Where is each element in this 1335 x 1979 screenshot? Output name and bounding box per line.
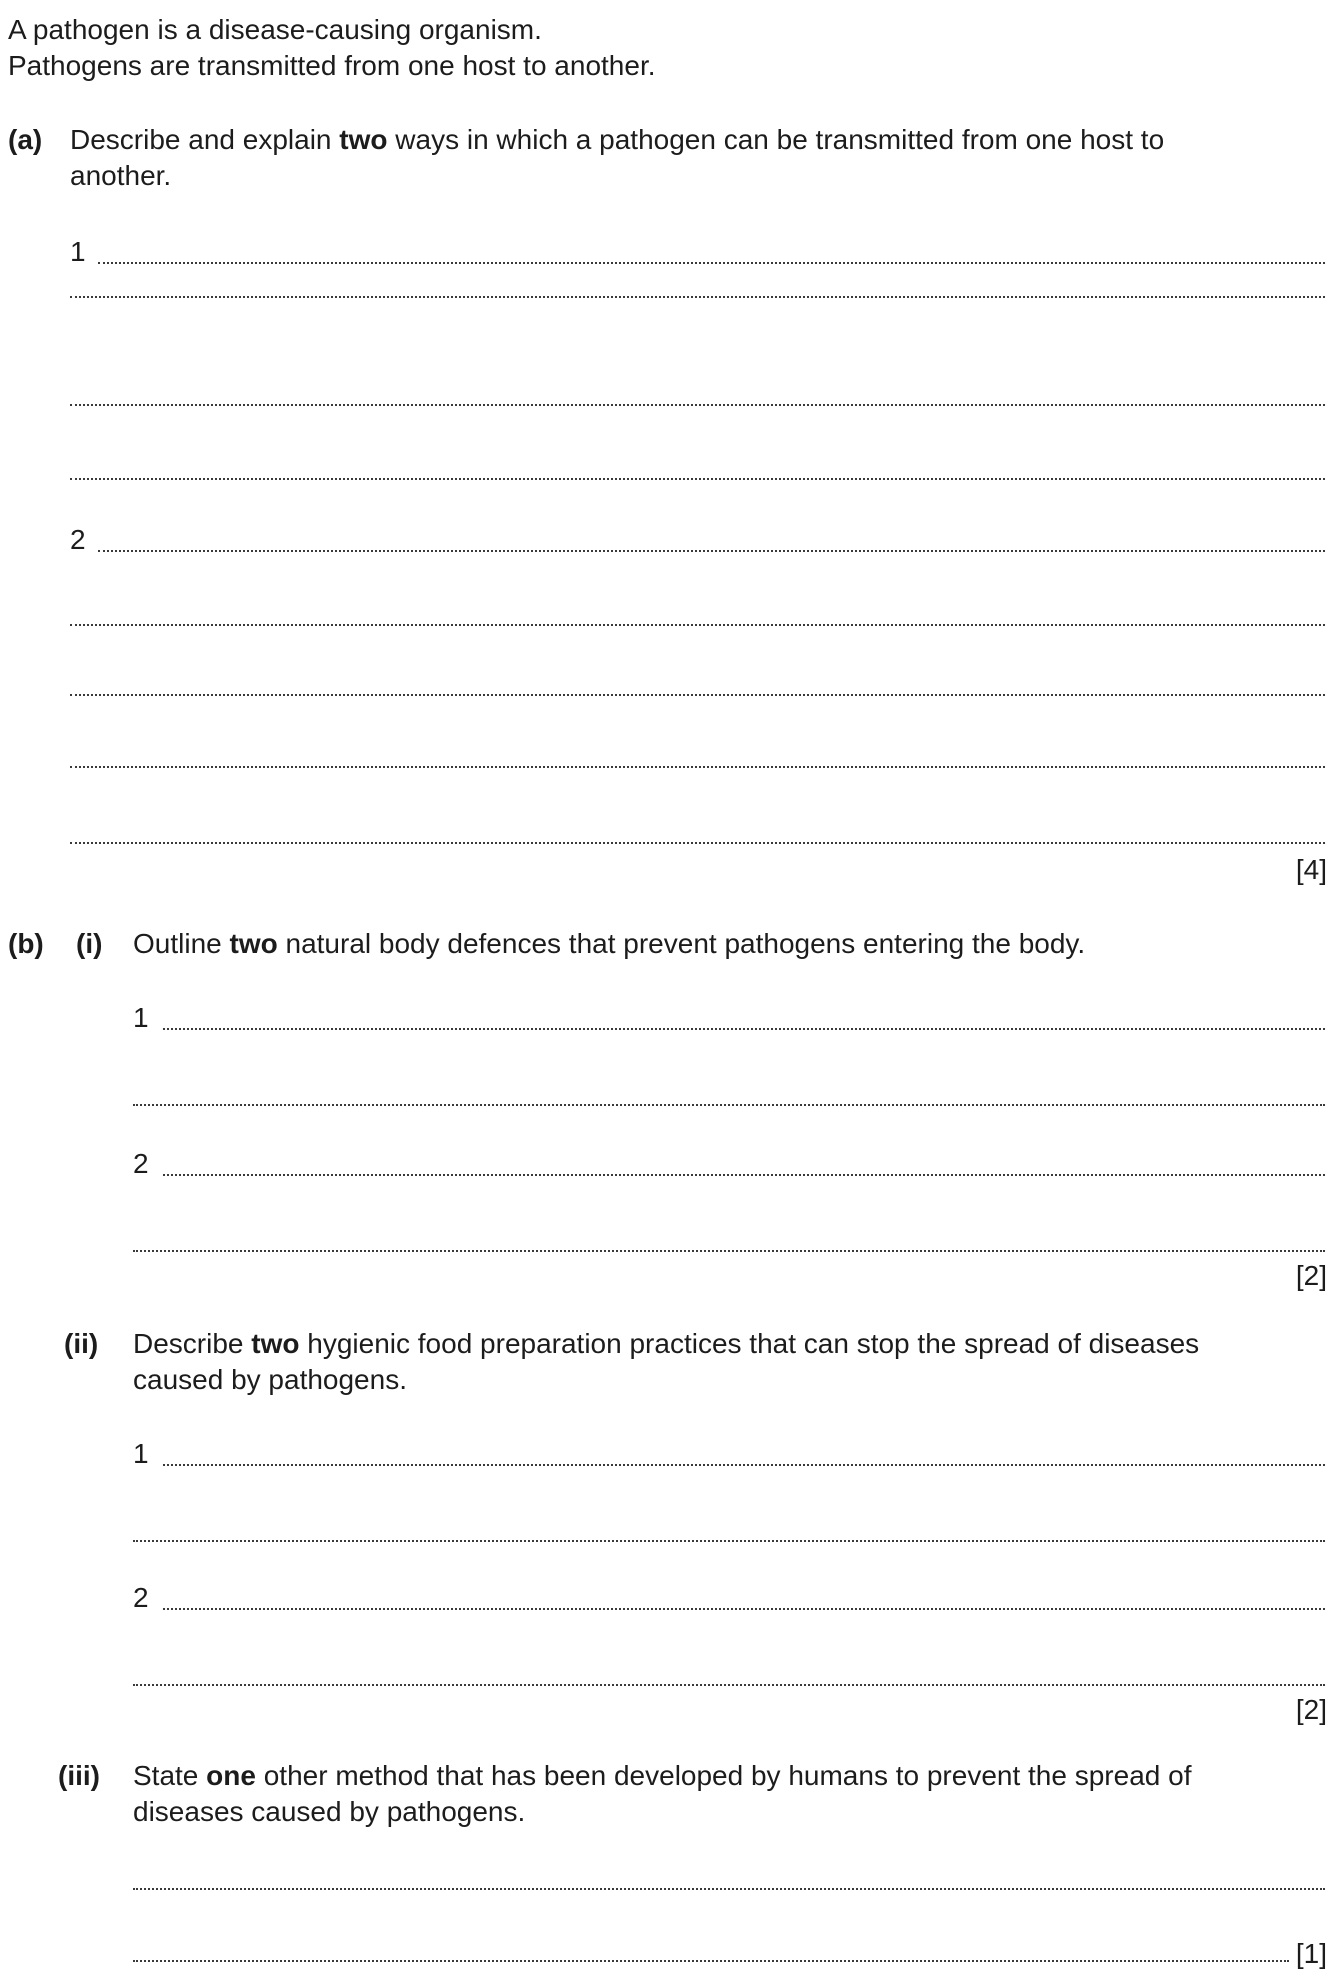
part-a-answer-line[interactable]: [70, 766, 1325, 768]
part-b-i-answer-line[interactable]: [133, 1104, 1325, 1106]
part-a-answer-line[interactable]: [70, 296, 1325, 298]
part-a-answer-line[interactable]: [98, 550, 1325, 552]
part-b-iii-question: State one other method that has been developed by humans to prevent the spread of: [133, 1760, 1192, 1791]
part-b-iii-label: (iii): [58, 1760, 100, 1791]
part-b-ii-answer-line[interactable]: [133, 1684, 1325, 1686]
part-b-ii-answer-line[interactable]: [163, 1608, 1325, 1610]
part-b-i-answer-line[interactable]: [163, 1174, 1325, 1176]
part-a-answer-line[interactable]: [70, 478, 1325, 480]
part-a-answer-line[interactable]: [70, 694, 1325, 696]
part-b-iii-marks: [1]: [1295, 1938, 1327, 1969]
part-b-ii-answer-line[interactable]: [163, 1464, 1325, 1466]
part-b-iii-answer-line[interactable]: [133, 1960, 1289, 1962]
part-b-i-question: Outline two natural body defences that prevent pathogens entering the body.: [133, 928, 1086, 959]
part-b-i-answer-number-1: 1: [133, 1002, 149, 1033]
part-b-label: (b): [8, 928, 44, 959]
part-b-i-label: (i): [76, 928, 103, 959]
part-b-iii-question-line2: diseases caused by pathogens.: [133, 1796, 526, 1827]
part-a-label: (a): [8, 124, 43, 155]
part-b-ii-marks: [2]: [1295, 1694, 1327, 1725]
part-b-i-answer-line[interactable]: [133, 1250, 1325, 1252]
part-b-i-marks: [2]: [1295, 1260, 1327, 1291]
part-b-ii-question-line2: caused by pathogens.: [133, 1364, 407, 1395]
part-a-marks: [4]: [1295, 854, 1327, 885]
part-b-i-answer-number-2: 2: [133, 1148, 149, 1179]
part-b-ii-label: (ii): [64, 1328, 99, 1359]
part-b-i-answer-line[interactable]: [163, 1028, 1325, 1030]
part-a-answer-number-2: 2: [70, 524, 86, 555]
intro-line-1: A pathogen is a disease-causing organism.: [8, 14, 542, 45]
part-b-ii-answer-line[interactable]: [133, 1540, 1325, 1542]
part-b-ii-question: Describe two hygienic food preparation practices that can stop the spread of diseases: [133, 1328, 1200, 1359]
part-a-question-line2: another.: [70, 160, 172, 191]
part-a-answer-number-1: 1: [70, 236, 86, 267]
intro-line-2: Pathogens are transmitted from one host to another.: [8, 50, 656, 81]
part-a-answer-line[interactable]: [70, 404, 1325, 406]
part-a-answer-line[interactable]: [98, 262, 1325, 264]
part-a-question: Describe and explain two ways in which a pathogen can be transmitted from one host to: [70, 124, 1165, 155]
part-b-ii-answer-number-2: 2: [133, 1582, 149, 1613]
part-b-iii-answer-line[interactable]: [133, 1888, 1325, 1890]
part-b-ii-answer-number-1: 1: [133, 1438, 149, 1469]
part-a-answer-line[interactable]: [70, 624, 1325, 626]
part-a-answer-line[interactable]: [70, 842, 1325, 844]
